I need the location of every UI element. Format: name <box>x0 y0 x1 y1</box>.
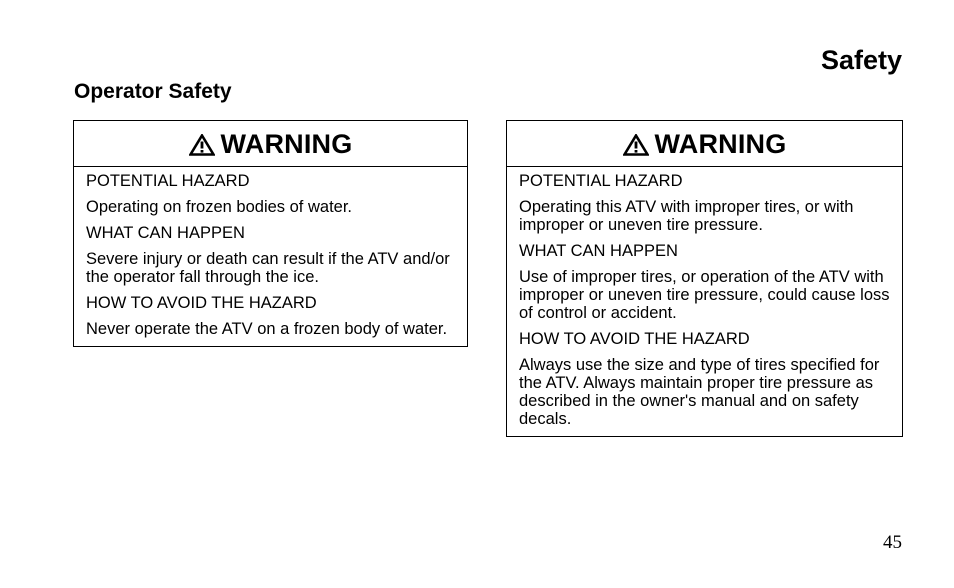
potential-hazard-heading: POTENTIAL HAZARD <box>519 172 683 190</box>
how-to-avoid-text: Always use the size and type of tires specified for the ATV. Always maintain proper tire pressure as described in the owner's manual and on safety decals. <box>519 356 880 428</box>
how-to-avoid-text: Never operate the ATV on a frozen body of water. <box>86 320 448 338</box>
potential-hazard-text: Operating this ATV with improper tires, or with improper or uneven tire pressure. <box>519 198 854 234</box>
how-to-avoid-heading: HOW TO AVOID THE HAZARD <box>519 330 750 348</box>
warning-title: WARNING <box>220 128 353 159</box>
page-number: 45 <box>883 532 902 553</box>
warning-box-frozen-water <box>73 120 468 347</box>
warning-body <box>74 167 467 346</box>
what-can-happen-heading: WHAT CAN HAPPEN <box>86 224 245 242</box>
section-title: Safety <box>820 45 902 75</box>
potential-hazard-text: Operating on frozen bodies of water. <box>86 198 352 216</box>
what-can-happen-text: Use of improper tires, or operation of the ATV with improper or uneven tire pressure, could cause loss of control or accident. <box>519 268 890 322</box>
potential-hazard-heading: POTENTIAL HAZARD <box>86 172 250 190</box>
what-can-happen-heading: WHAT CAN HAPPEN <box>519 242 678 260</box>
warning-body <box>507 167 902 436</box>
how-to-avoid-heading: HOW TO AVOID THE HAZARD <box>86 294 317 312</box>
warning-header <box>74 121 467 167</box>
warning-triangle-icon <box>189 134 215 156</box>
what-can-happen-text: Severe injury or death can result if the ATV and/or the operator fall through the ice. <box>86 250 450 286</box>
warning-header <box>507 121 902 167</box>
warning-box-tires <box>506 120 903 437</box>
warning-title: WARNING <box>654 128 787 159</box>
warning-triangle-icon <box>623 134 649 156</box>
subsection-title: Operator Safety <box>74 80 232 103</box>
